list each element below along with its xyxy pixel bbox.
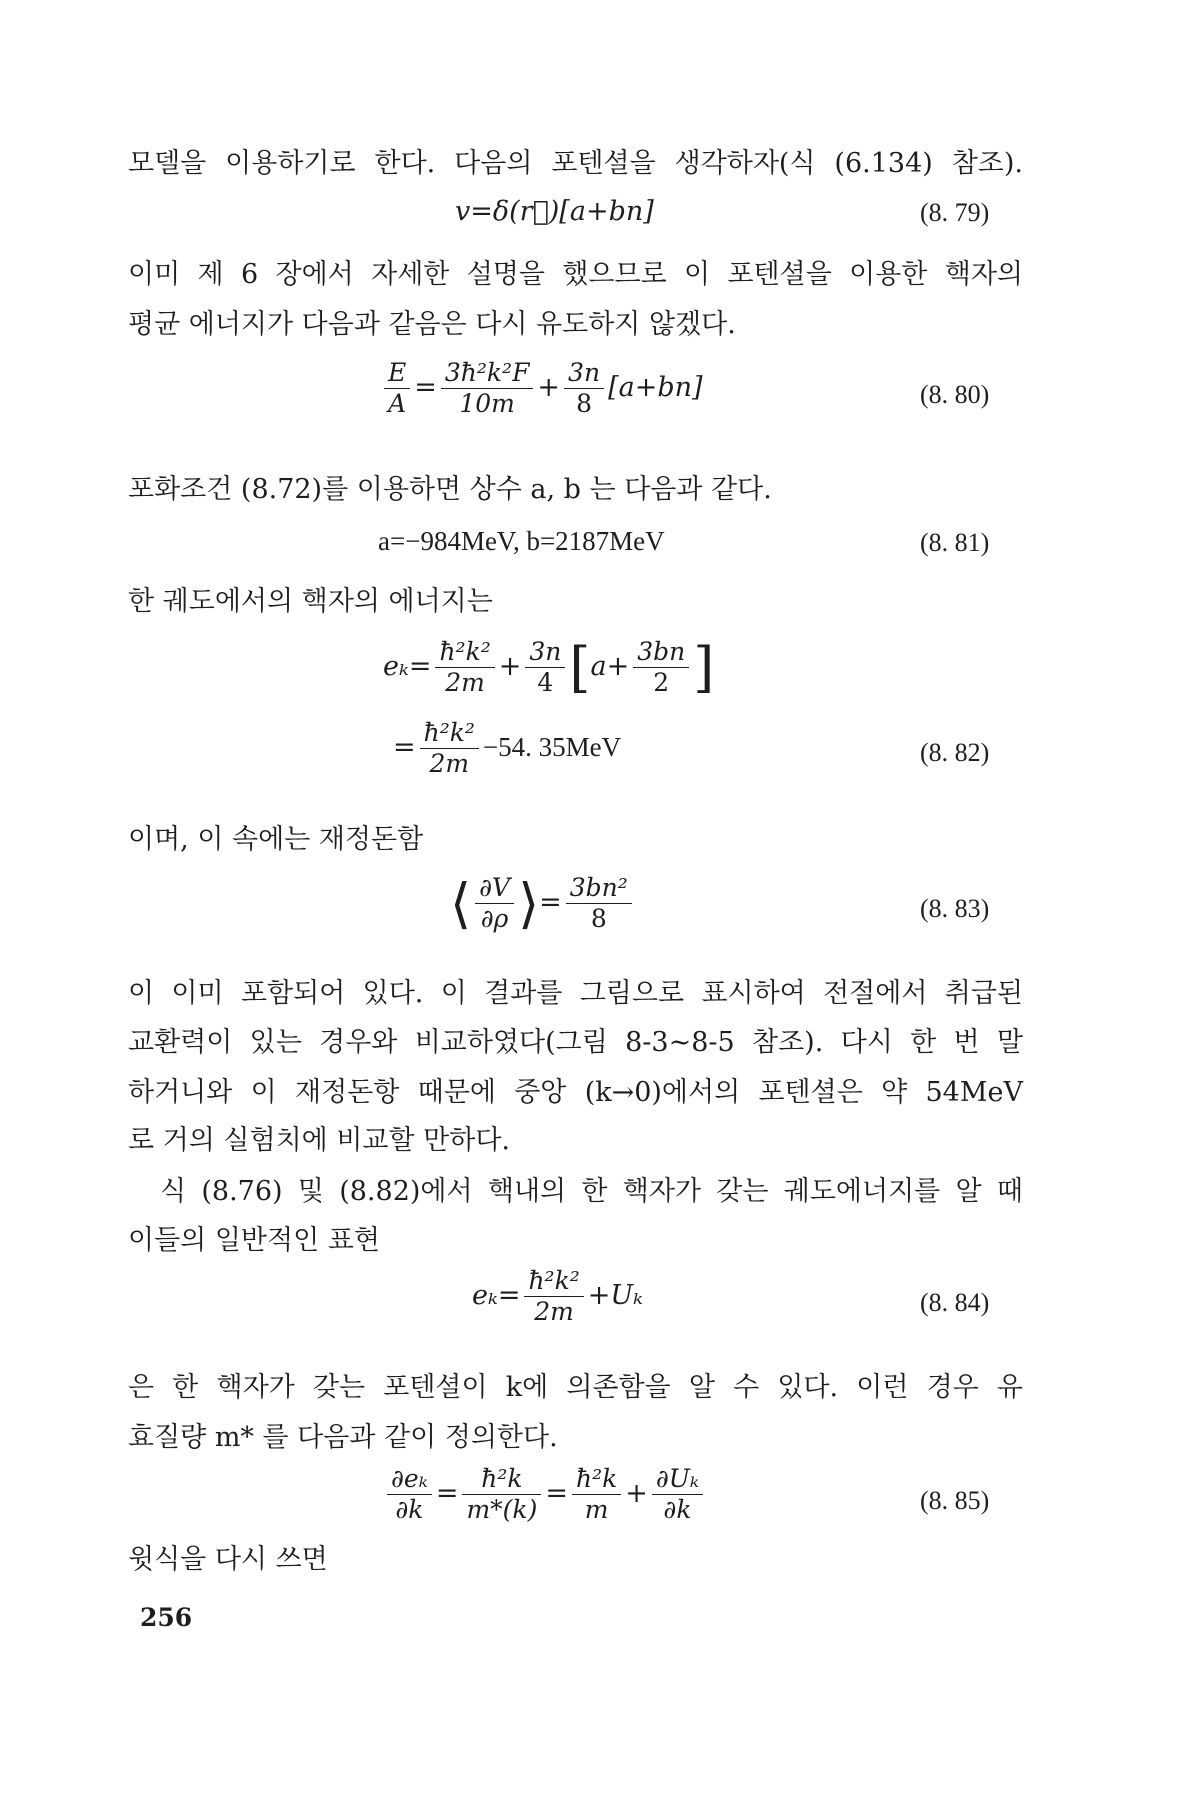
denominator: ∂ρ bbox=[475, 903, 514, 934]
denominator: 10m bbox=[441, 388, 534, 419]
left-bracket: [ bbox=[569, 636, 591, 699]
fraction bbox=[572, 1464, 621, 1525]
equation-body: ⟨ $\frac{\partial V}{\partial\rho}$ ⟩= $\frac{\text{3bn²}}{8}$ bbox=[450, 872, 636, 935]
equation-number: (8. 81) bbox=[920, 528, 990, 557]
numerator: E bbox=[388, 358, 407, 387]
fraction bbox=[525, 637, 565, 698]
denominator: A bbox=[384, 388, 410, 419]
equation-tail: [a+bn] bbox=[608, 372, 703, 403]
equation-tail: +Uₖ bbox=[587, 1280, 643, 1311]
equation-number: (8. 83) bbox=[920, 894, 990, 923]
denominator: 4 bbox=[525, 667, 565, 698]
text-line-6: 이며, 이 속에는 재정돈함 bbox=[128, 824, 424, 855]
denominator: 2m bbox=[524, 1296, 583, 1327]
equation-body: v=δ(r⃗)[a+bn] bbox=[455, 196, 654, 227]
equation-number: (8. 79) bbox=[920, 198, 990, 227]
text-line-1: 모델을 이용하기로 한다. 다음의 포텐셜을 생각하자(식 (6.134) 참조). bbox=[128, 148, 1023, 179]
text-line-7: 이 이미 포함되어 있다. 이 결과를 그림으로 표시하여 전절에서 취급된 bbox=[128, 978, 1023, 1009]
numerator: 3ħ²k²F bbox=[444, 358, 530, 387]
text-line-15: 윗식을 다시 쓰면 bbox=[128, 1544, 328, 1575]
text-line-12: 이들의 일반적인 표현 bbox=[128, 1225, 380, 1256]
text-line-10: 로 거의 실험치에 비교할 만하다. bbox=[128, 1125, 510, 1156]
denominator: ∂k bbox=[387, 1494, 432, 1525]
text-line-4: 포화조건 (8.72)를 이용하면 상수 a, b 는 다음과 같다. bbox=[128, 474, 772, 505]
numerator: ∂Uₖ bbox=[655, 1464, 699, 1493]
denominator: 2m bbox=[435, 667, 494, 698]
equation-number: (8. 85) bbox=[920, 1486, 990, 1515]
equation-number: (8. 84) bbox=[920, 1288, 990, 1317]
equation-body: $\frac{\text{∂eₖ}}{\partial k}$ = $\frac{\text{ħ²k}}{m*(k)}$ = $\frac{\text{ħ²k}}{m}$ + $\frac{\text{∂Uₖ}}{\partial k}$ bbox=[383, 1464, 707, 1525]
text-line-9: 하거니와 이 재정돈항 때문에 중앙 (k→0)에서의 포텐셜은 약 54MeV bbox=[128, 1077, 1023, 1108]
text-line-2: 이미 제 6 장에서 자세한 설명을 했으므로 이 포텐셜을 이용한 핵자의 bbox=[128, 259, 1023, 290]
right-angle-bracket: ⟩ bbox=[518, 872, 540, 935]
fraction bbox=[387, 1464, 432, 1525]
equation-tail: −54. 35MeV bbox=[482, 732, 622, 762]
numerator: 3bn² bbox=[569, 873, 628, 902]
fraction bbox=[652, 1464, 703, 1525]
numerator: ħ²k bbox=[575, 1464, 618, 1493]
equation-lhs: eₖ= bbox=[383, 651, 432, 682]
numerator: ħ²k bbox=[481, 1464, 523, 1493]
text-line-8: 교환력이 있는 경우와 비교하였다(그림 8-3∼8-5 참조). 다시 한 번 말 bbox=[128, 1027, 1023, 1058]
fraction bbox=[420, 718, 479, 779]
fraction bbox=[566, 873, 632, 934]
numerator: 3n bbox=[529, 637, 562, 666]
numerator: ∂eₖ bbox=[391, 1464, 428, 1493]
fraction bbox=[435, 637, 494, 698]
equation-body: eₖ= $\frac{\text{ħ²k²}}{2m}$ + $\frac{3n}{4}$ [a+ $\frac{3bn}{2}$ ] bbox=[383, 636, 715, 699]
fraction bbox=[475, 873, 514, 934]
denominator: 8 bbox=[566, 903, 632, 934]
text-line-14: 효질량 m* 를 다음과 같이 정의한다. bbox=[128, 1422, 558, 1453]
page-number: 256 bbox=[140, 1603, 193, 1632]
text-line-13: 은 한 핵자가 갖는 포텐셜이 k에 의존함을 알 수 있다. 이런 경우 유 bbox=[128, 1372, 1023, 1403]
fraction bbox=[441, 358, 534, 419]
numerator: ħ²k² bbox=[528, 1266, 580, 1295]
fraction bbox=[384, 358, 410, 419]
fraction bbox=[462, 1464, 541, 1525]
equation-body bbox=[472, 1266, 643, 1327]
text-line-11: 식 (8.76) 및 (8.82)에서 핵내의 한 핵자가 갖는 궤도에너지를 알 때 bbox=[160, 1176, 1023, 1207]
numerator: 3n bbox=[568, 358, 601, 387]
denominator: 8 bbox=[564, 388, 604, 419]
equation-number: (8. 82) bbox=[920, 738, 990, 767]
equation-number: (8. 80) bbox=[920, 380, 990, 409]
numerator: ħ²k² bbox=[423, 718, 475, 747]
equation-lhs: eₖ= bbox=[472, 1280, 521, 1311]
left-angle-bracket: ⟨ bbox=[450, 872, 472, 935]
numerator: ħ²k² bbox=[439, 637, 491, 666]
right-bracket: ] bbox=[693, 636, 715, 699]
equation-body: $\frac{E}{A}$ = $\frac{\text{3ħ²k²F}}{10m}$ + $\frac{3n}{8}$ [a+bn] bbox=[380, 358, 703, 419]
text-line-3: 평균 에너지가 다음과 같음은 다시 유도하지 않겠다. bbox=[128, 309, 736, 340]
fraction bbox=[524, 1266, 583, 1327]
equation-continuation: = $\frac{\text{ħ²k²}}{2m}$ −54. 35MeV bbox=[393, 718, 622, 778]
denominator: ∂k bbox=[652, 1494, 703, 1525]
bracket-content: a+ bbox=[590, 651, 630, 682]
equation-body: a=−984MeV, b=2187MeV bbox=[378, 526, 665, 556]
denominator: m*(k) bbox=[462, 1494, 541, 1525]
denominator: m bbox=[572, 1494, 621, 1525]
text-line-5: 한 궤도에서의 핵자의 에너지는 bbox=[128, 586, 493, 617]
fraction bbox=[564, 358, 604, 419]
numerator: ∂V bbox=[479, 873, 511, 902]
denominator: 2 bbox=[633, 667, 689, 698]
denominator: 2m bbox=[420, 748, 479, 779]
fraction bbox=[633, 637, 689, 698]
numerator: 3bn bbox=[637, 637, 686, 666]
